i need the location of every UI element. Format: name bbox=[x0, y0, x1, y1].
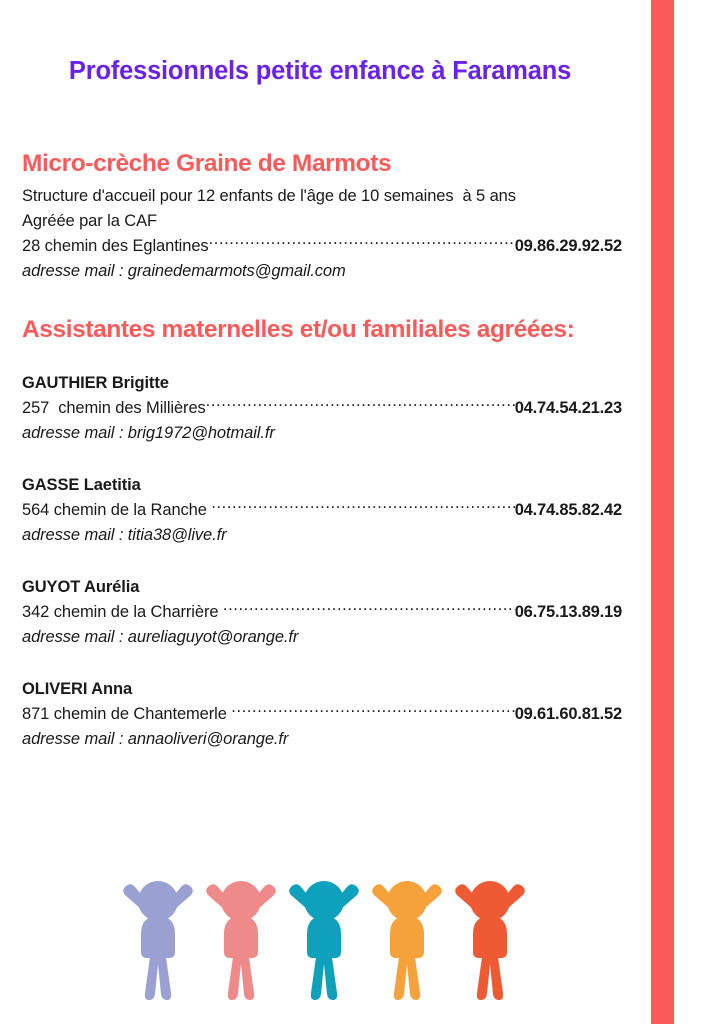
person-address-row bbox=[22, 600, 622, 625]
child-figure-lavender bbox=[123, 881, 193, 1000]
children-illustration bbox=[118, 876, 528, 1006]
creche-description-line-2: Agréée par la CAF bbox=[22, 212, 157, 231]
creche-heading: Micro-crèche Graine de Marmots bbox=[22, 150, 392, 177]
assistantes-section bbox=[22, 316, 622, 752]
person-email: adresse mail : titia38@live.fr bbox=[22, 526, 227, 545]
person-email: adresse mail : aureliaguyot@orange.fr bbox=[22, 628, 299, 647]
dot-leader bbox=[223, 601, 515, 617]
person-phone: 04.74.54.21.23 bbox=[514, 399, 622, 418]
child-figure-red bbox=[455, 881, 525, 1000]
list-item bbox=[22, 677, 622, 752]
person-phone: 04.74.85.82.42 bbox=[514, 501, 622, 520]
assistantes-heading: Assistantes maternelles et/ou familiales agréées: bbox=[22, 316, 575, 344]
creche-email: adresse mail : grainedemarmots@gmail.com bbox=[22, 262, 346, 281]
person-address: 564 chemin de la Ranche bbox=[22, 501, 212, 520]
child-figure-teal bbox=[289, 881, 359, 1000]
list-item bbox=[22, 371, 622, 446]
list-item bbox=[22, 575, 622, 650]
person-address: 342 chemin de la Charrière bbox=[22, 603, 223, 622]
creche-section bbox=[22, 150, 622, 284]
person-phone: 06.75.13.89.19 bbox=[514, 603, 622, 622]
person-name: OLIVERI Anna bbox=[22, 680, 133, 699]
person-email: adresse mail : brig1972@hotmail.fr bbox=[22, 424, 275, 443]
person-address-row bbox=[22, 498, 622, 523]
person-name: GAUTHIER Brigitte bbox=[22, 374, 169, 393]
child-figure-pink bbox=[206, 881, 276, 1000]
person-address: 871 chemin de Chantemerle bbox=[22, 705, 232, 724]
person-email: adresse mail : annaoliveri@orange.fr bbox=[22, 730, 289, 749]
person-name: GASSE Laetitia bbox=[22, 476, 141, 495]
creche-address-row bbox=[22, 234, 622, 259]
person-name: GUYOT Aurélia bbox=[22, 578, 140, 597]
dot-leader bbox=[211, 499, 514, 515]
person-phone: 09.61.60.81.52 bbox=[514, 705, 622, 724]
person-address-row bbox=[22, 396, 622, 421]
creche-address: 28 chemin des Eglantines bbox=[22, 237, 209, 256]
list-item bbox=[22, 473, 622, 548]
dot-leader bbox=[206, 397, 515, 413]
creche-description-line-1: Structure d'accueil pour 12 enfants de l'âge de 10 semaines à 5 ans bbox=[22, 187, 516, 206]
dot-leader bbox=[209, 235, 515, 251]
right-accent-bar bbox=[651, 0, 674, 1024]
content-column bbox=[22, 150, 622, 752]
dot-leader bbox=[231, 703, 514, 719]
creche-phone: 09.86.29.92.52 bbox=[514, 237, 622, 256]
person-address-row bbox=[22, 702, 622, 727]
page-title: Professionnels petite enfance à Faramans bbox=[68, 57, 572, 86]
person-address: 257 chemin des Millières bbox=[22, 399, 206, 418]
child-figure-orange bbox=[372, 881, 442, 1000]
